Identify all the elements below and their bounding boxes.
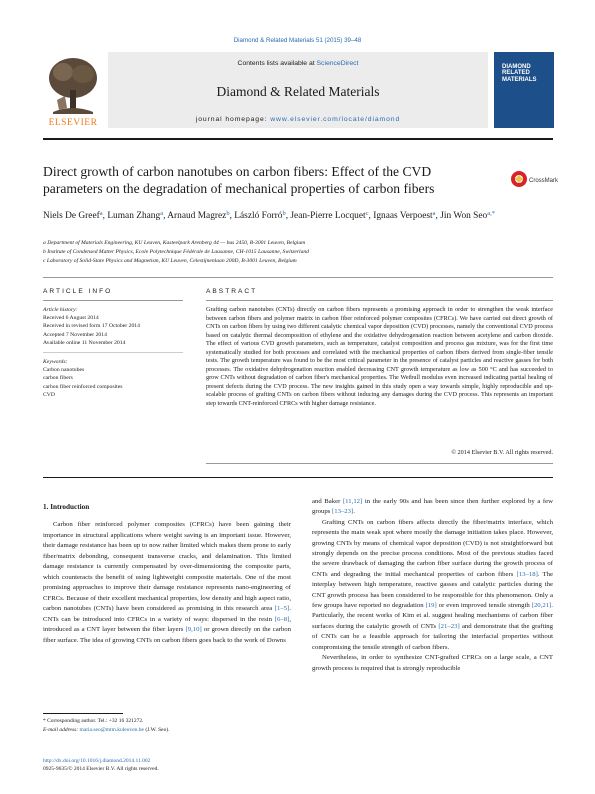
abstract-copyright: © 2014 Elsevier B.V. All rights reserved. xyxy=(451,449,553,456)
keyword-item: Carbon nanotubes xyxy=(43,367,85,374)
abstract-heading: ABSTRACT xyxy=(206,288,258,295)
contents-prefix: Contents lists available at xyxy=(237,60,315,67)
citation-link[interactable]: [11,12] xyxy=(342,498,363,505)
affiliations xyxy=(43,239,553,266)
author-name[interactable]: László Forró xyxy=(234,211,283,221)
keyword-item: carbon fiber reinforced composites xyxy=(43,383,123,390)
history-item: Received in revised form 17 October 2014 xyxy=(43,323,140,330)
cover-title-line: RELATED xyxy=(502,70,530,77)
homepage-prefix: journal homepage: xyxy=(195,116,268,123)
author-name[interactable]: Luman Zhang xyxy=(107,211,161,221)
citation-link[interactable]: [21–23] xyxy=(438,622,460,630)
corresponding-author-line: * Corresponding author. Tel.: +32 16 321272. xyxy=(43,718,144,724)
issn-line: 0925-9635/© 2014 Elsevier B.V. All rights reserved. xyxy=(43,766,159,772)
header-divider xyxy=(43,138,553,140)
article-title: Direct growth of carbon nanotubes on carbon fibers: Effect of the CVD parameters on the degradation of mechanical properties of carbon fibers xyxy=(43,164,435,196)
author-affiliation-marker[interactable]: b xyxy=(282,210,286,217)
cover-title xyxy=(502,64,537,83)
journal-cover-thumbnail[interactable] xyxy=(494,52,554,128)
history-heading: Article history: xyxy=(43,307,78,313)
history-item: Received 6 August 2014 xyxy=(43,315,99,322)
section-divider xyxy=(43,277,553,278)
doi-block xyxy=(43,757,343,773)
homepage-link[interactable]: www.elsevier.com/locate/diamond xyxy=(270,116,401,123)
author-name[interactable]: Niels De Greef xyxy=(43,211,100,221)
body-column-right xyxy=(312,497,553,674)
affiliation-b: b Institute of Condensed Matter Physics, Ecole Polytechnique Fédérale de Lausanne, CH-1015 Lausanne, Switzerland xyxy=(43,249,309,255)
affiliation-a: a Department of Materials Engineering, KU Leuven, Kasteelpark Arenberg 44 — bus 2450, B-3001 Leuven, Belgium xyxy=(43,240,306,246)
citation-link[interactable]: [9,10] xyxy=(185,626,202,633)
body-divider xyxy=(43,477,553,478)
section-heading-introduction: 1. Introduction xyxy=(43,503,90,511)
citation-link[interactable]: [19] xyxy=(425,602,437,610)
elsevier-wordmark: ELSEVIER xyxy=(48,118,98,128)
author-affiliation-marker[interactable]: a xyxy=(432,210,436,217)
article-info-rule xyxy=(43,300,183,301)
email-line xyxy=(43,726,291,735)
paragraph: Carbon fiber reinforced polymer composites (CFRCs) have been gaining their importance in structural applications where weight saving is an important issue. However, their damage resistance has been up to now rather limited which makes them prone to early fiber/matrix debonding, consequent transverse cracks, and delamination. This limited damage resistance is currently compensated by over-dimensioning the composite parts, which counteracts the benefit of using lightweight composite materials. One of the most promising approaches to improve their damage resistance represents nano-engineering of CFRCs. Because of their excellent mechanical properties, low density and high aspect ratio, carbon nanotubes (CNTs) have been considered as promising in this research area [1–5]. CNTs can be introduced into CFRCs in a variety of ways: dispersed in the resin [6–8], introduced as a CNT layer between the fiber layers [9,10] or grown directly on the carbon fiber surface. The idea of growing CNTs on carbon fibers goes back to the work of Downs xyxy=(43,521,292,644)
article-history xyxy=(43,306,183,347)
article-info-heading: ARTICLE INFO xyxy=(43,288,113,295)
citation-link[interactable]: [1–5] xyxy=(274,605,290,612)
citation-link[interactable]: [6–8] xyxy=(274,615,290,623)
author-affiliation-marker[interactable]: c xyxy=(365,210,369,217)
corresponding-author-footnote xyxy=(43,717,291,734)
journal-reference[interactable]: Diamond & Related Materials 51 (2015) 39–48 xyxy=(233,37,362,44)
affiliation-c: c Laboratory of Solid-State Physics and Magnetism, KU Leuven, Celestijnenlaan 200D, B-3001 Leuven, Belgium xyxy=(43,258,297,264)
abstract-bottom-rule xyxy=(206,463,553,464)
keyword-item: CVD xyxy=(43,391,56,398)
author-affiliation-marker[interactable]: a xyxy=(99,210,103,217)
abstract-text: Grafting carbon nanotubes (CNTs) directly on carbon fibers represents a promising approach in order to strengthen the weak interface between carbon fibers and polymer matrix in carbon fiber reinforced polymer composites (CFRCs). We have carried out direct growth of CNTs on carbon fibers by using two different catalytic chemical vapor deposition (CVD) processes, namely the conventional CVD process based on catalytic thermal decomposition of ethylene and the oxidative dehydrogenation reaction between acetylene and carbon dioxide. The effect of various CVD growth parameters, such as temperature, catalyst composition and process gas mixture, was for the first time systematically studied for both processes and correlated with the mechanical properties of carbon fibers derived from single-fiber tensile tests. The growth temperature was found to be the most critical parameter in the presence of catalyst particles and reactive gasses for both processes. The oxidative dehydrogenation reaction enabled decreasing CNT growth temperature as low as 500 °C and has succeeded to grow CNTs without degradation of carbon fiber's mechanical properties. The Weibull modulus even increased indicating partial healing of present defects during the CVD process. The new insights gained in this study open a way towards simple, highly reproducible and up-scalable process of grafting CNTs on carbon fibers without inducing any damages during the CVD process. This represents an important step towards CNT-reinforced CFRCs with higher damage resistance. xyxy=(206,306,553,407)
keywords xyxy=(43,358,183,399)
email-link[interactable]: maria.seo@mtm.kuleuven.be xyxy=(79,726,144,733)
citation-link[interactable]: [13–18] xyxy=(516,570,538,578)
keywords-heading: Keywords: xyxy=(43,359,68,365)
paragraph: Nevertheless, in order to synthesize CNT-grafted CFRCs on a large scale, a CNT growth process is required that is strongly reproducible xyxy=(312,654,553,672)
keywords-rule xyxy=(43,352,183,353)
citation-link[interactable]: [13–23] xyxy=(331,508,354,516)
footnote-rule xyxy=(43,713,123,714)
author-name[interactable]: Ignaas Verpoest xyxy=(373,211,433,221)
author-name[interactable]: Jean-Pierre Locquet xyxy=(290,211,366,221)
crossmark-icon[interactable] xyxy=(510,168,559,194)
body-column-left xyxy=(43,520,291,646)
elsevier-tree-logo xyxy=(43,52,103,128)
author-affiliation-marker[interactable]: b xyxy=(226,210,230,217)
abstract-rule xyxy=(206,300,553,301)
author-name[interactable]: Jin Won Seo xyxy=(440,211,488,221)
cover-title-line: DIAMOND xyxy=(502,64,531,70)
history-item: Accepted 7 November 2014 xyxy=(43,331,107,338)
author-list: Niels De Greef$^a$, Luman Zhang$^a$, Arnaud Magrez$^b$, László Forró$^b$, Jean-Pierre Locquet$^c$, Ignaas Verpoest$^a$, Jin Won Seo$^{a,*}$ xyxy=(43,210,495,221)
doi-link[interactable]: http://dx.doi.org/10.1016/j.diamond.2014.11.002 xyxy=(43,758,151,764)
paragraph: and Baker [11,12] in the early 90s and has been since then further explored by a few groups [13–23]. xyxy=(312,498,553,516)
citation-link[interactable]: [20,21] xyxy=(531,602,552,610)
keyword-item: carbon fibers xyxy=(43,375,73,382)
contents-available-line xyxy=(108,60,488,67)
sciencedirect-link[interactable]: ScienceDirect xyxy=(316,60,359,67)
journal-homepage-line xyxy=(108,116,488,123)
crossmark-label: CrossMark xyxy=(529,178,559,184)
author-name[interactable]: Arnaud Magrez xyxy=(167,211,227,221)
email-suffix: (J.W. Seo). xyxy=(145,726,170,733)
author-affiliation-marker[interactable]: a,* xyxy=(487,210,495,217)
journal-title: Diamond & Related Materials xyxy=(216,84,380,99)
author-affiliation-marker[interactable]: a xyxy=(160,210,164,217)
email-label: E-mail address: xyxy=(43,726,79,733)
history-item: Available online 11 November 2014 xyxy=(43,339,126,346)
paragraph: Grafting CNTs on carbon fibers affects directly the fiber/matrix interface, which represents the main weak spot where mostly the damage initiation takes place. However, growing CNTs by means of chemical vapor deposition (CVD) is not straightforward but strongly depends on the precise process conditions. Most of the previous studies faced the severe drawback of damaging the carbon fiber surface during the growth process of CNTs and degrading the initial mechanical properties of carbon fibers [13–18]. The interplay between high temperature, reactive gasses and catalytic particles during the CNT growth process has been considered to be responsible for this phenomenon. Only a few groups have reported no degradation [19] or even improved tensile strength [20,21]. Particularly, the recent works of Kim et al. suggest healing mechanisms of carbon fiber surfaces during the catalytic growth of CNTs [21–23] and demonstrate that the grafting of CNTs can be a feasible approach for tailoring the interfacial properties without compromising the tensile strength of carbon fibers. xyxy=(312,518,554,651)
cover-title-line: MATERIALS xyxy=(502,76,537,83)
